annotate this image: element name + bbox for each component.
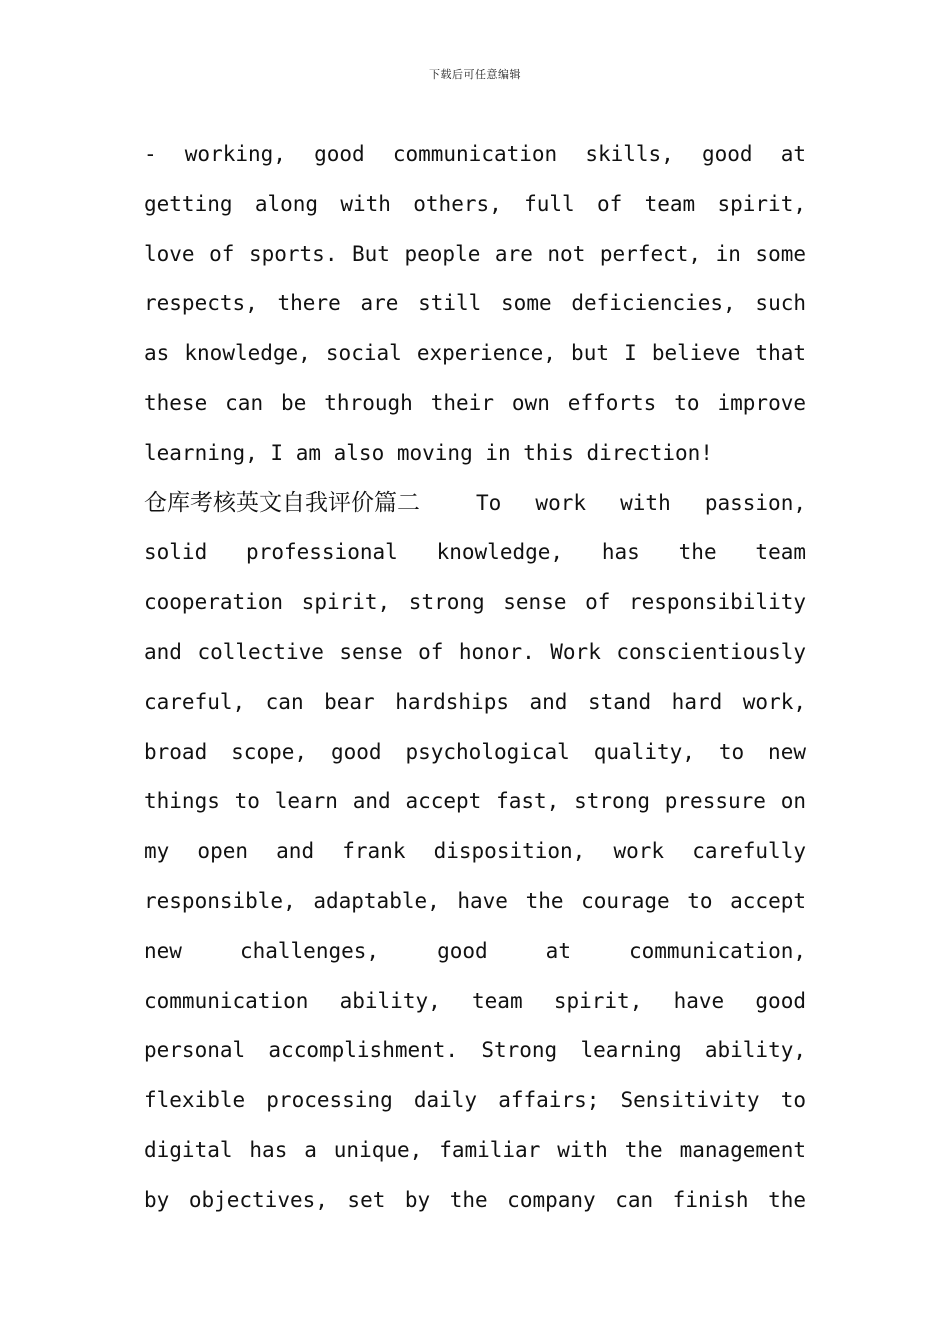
text-line: respects, there are still some deficiencies, such [144,291,806,316]
text-line: my open and frank disposition, work carefully [144,839,806,864]
text-line: - working, good communication skills, good at [144,142,806,166]
text-line: things to learn and accept fast, strong pressure on [144,789,806,814]
text-line: flexible processing daily affairs; Sensitivity to [144,1088,806,1113]
document-body [144,130,806,1226]
text-line: by objectives, set by the company can finish the [144,1187,806,1212]
text-line: careful, can bear hardships and stand hard work, [144,689,806,714]
text-line: getting along with others, full of team spirit, [144,191,806,216]
text-line: new challenges, good at communication, [144,938,806,963]
text-line: these can be through their own efforts to improve [144,390,806,415]
text-line: communication ability, team spirit, have good [144,988,806,1013]
header-note: 下载后可任意编辑 [429,68,521,81]
text-line: as knowledge, social experience, but I believe that [144,341,806,366]
text-line: digital has a unique, familiar with the management [144,1137,806,1162]
text-line: learning, I am also moving in this direction! [144,440,713,465]
text-line: and collective sense of honor. Work conscientiously [144,639,806,664]
section-heading: 仓库考核英文自我评价篇二 [144,489,420,516]
text-line: solid professional knowledge, has the team [144,540,806,565]
text-line-rest: To work with passion, [476,490,806,515]
text-line: cooperation spirit, strong sense of responsibility [144,590,806,615]
section-heading-line [144,479,806,529]
text-line: broad scope, good psychological quality, to new [144,739,806,764]
text-line: responsible, adaptable, have the courage to accept [144,888,806,913]
text-line: love of sports. But people are not perfect, in some [144,241,806,266]
text-line: personal accomplishment. Strong learning ability, [144,1038,806,1063]
